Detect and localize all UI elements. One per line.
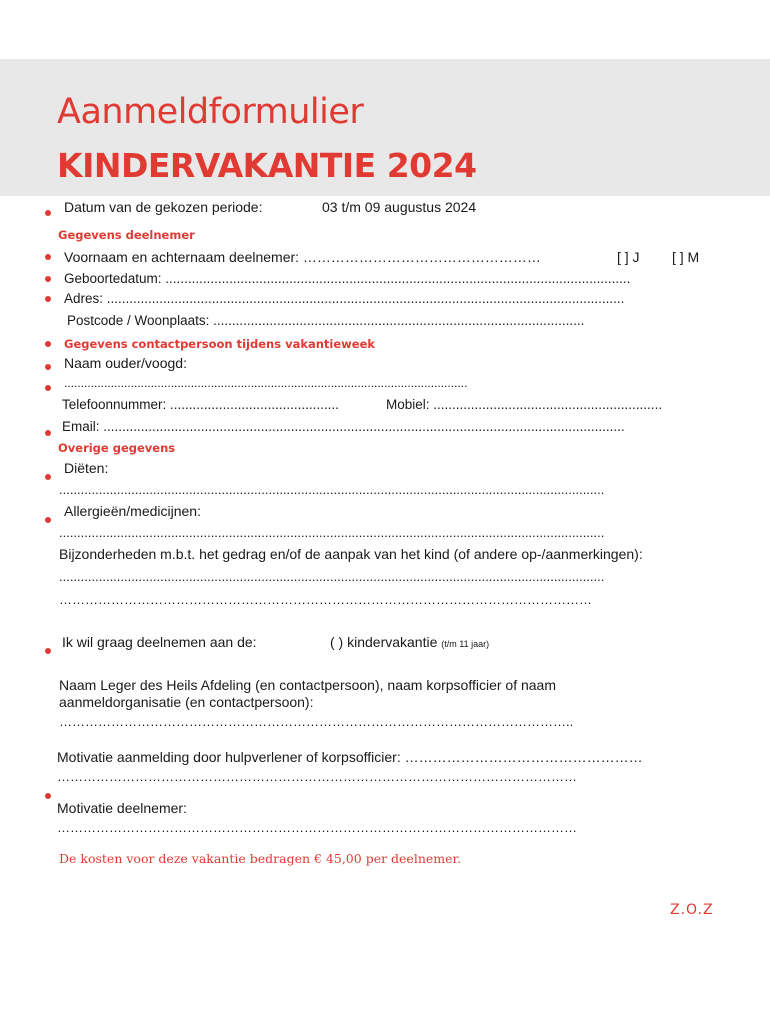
diet-label: Diëten:: [64, 460, 109, 476]
allergy-field[interactable]: .......................................................................................................................................................: [59, 525, 605, 540]
kindervakantie-radio[interactable]: [330, 634, 489, 653]
department-field[interactable]: ………………………………………………………………………………………………………..: [59, 714, 574, 729]
kindervakantie-option-label: ( ) kindervakantie: [330, 634, 438, 650]
age-note: (t/m 11 jaar): [441, 639, 490, 649]
bullet-dot: [45, 364, 51, 370]
section-heading-overige: Overige gegevens: [58, 441, 176, 455]
bullet-dot: [45, 430, 51, 436]
phone-field[interactable]: Telefoonnummer: .............................................: [62, 397, 339, 412]
periode-label: Datum van de gekozen periode:: [64, 199, 263, 215]
gender-m-checkbox[interactable]: [ ] M: [672, 249, 700, 265]
guardian-label: Naam ouder/voogd:: [64, 355, 187, 371]
section-heading-contact: Gegevens contactpersoon tijdens vakantieweek: [64, 337, 376, 351]
form-subtitle: KINDERVAKANTIE 2024: [57, 146, 477, 185]
gender-j-checkbox[interactable]: [ ] J: [617, 249, 640, 265]
bullet-dot: [45, 474, 51, 480]
bullet-dot: [45, 296, 51, 302]
motivation-counselor-line[interactable]: …………………………………………………………………………………………………………: [57, 769, 577, 784]
remarks-field-2[interactable]: ……………………………………………………………………………………………………………: [59, 592, 592, 607]
section-heading-deelnemer: Gegevens deelnemer: [58, 228, 195, 242]
remarks-label: Bijzonderheden m.b.t. het gedrag en/of de aanpak van het kind (of andere op-/aanmerkingen):: [59, 546, 643, 562]
bullet-dot: [45, 341, 51, 347]
mobile-field[interactable]: Mobiel: .............................................................: [386, 397, 663, 412]
bullet-dot: [45, 517, 51, 523]
zoz-label: Z.O.Z: [670, 902, 714, 918]
periode-value: 03 t/m 09 augustus 2024: [322, 199, 477, 215]
address-field[interactable]: Adres: ..........................................................................................................................................: [64, 291, 625, 306]
bullet-dot: [45, 385, 51, 391]
email-field[interactable]: Email: ...........................................................................................................................................: [62, 419, 625, 434]
remarks-field-1[interactable]: .......................................................................................................................................................: [59, 569, 605, 584]
postcode-field[interactable]: Postcode / Woonplaats: ...................................................................................................: [67, 313, 585, 328]
cost-notice: De kosten voor deze vakantie bedragen € 45,00 per deelnemer.: [59, 851, 462, 866]
bullet-dot: [45, 276, 51, 282]
name-field[interactable]: Voornaam en achternaam deelnemer: ……………………………………………: [64, 249, 541, 265]
department-label-line1: Naam Leger des Heils Afdeling (en contactpersoon), naam korpsofficier of naam: [59, 677, 557, 693]
guardian-field[interactable]: .........................................................................................................................: [64, 376, 468, 390]
bullet-dot: [45, 254, 51, 260]
motivation-participant-label: Motivatie deelnemer:: [57, 800, 187, 816]
motivation-participant-field[interactable]: …………………………………………………………………………………………………………: [57, 820, 577, 835]
allergy-label: Allergieën/medicijnen:: [64, 503, 201, 519]
bullet-dot: [45, 210, 51, 216]
birthdate-field[interactable]: Geboortedatum: ............................................................................................................................: [64, 271, 631, 286]
form-title: Aanmeldformulier: [57, 92, 364, 132]
bullet-dot: [45, 793, 51, 799]
motivation-counselor-field[interactable]: Motivatie aanmelding door hulpverlener of korpsofficier: ……………………………………………: [57, 749, 643, 765]
bullet-dot: [45, 648, 51, 654]
diet-field[interactable]: .......................................................................................................................................................: [59, 482, 605, 497]
participation-label: Ik wil graag deelnemen aan de:: [62, 634, 257, 650]
department-label-line2: aanmeldorganisatie (en contactpersoon):: [59, 694, 314, 710]
